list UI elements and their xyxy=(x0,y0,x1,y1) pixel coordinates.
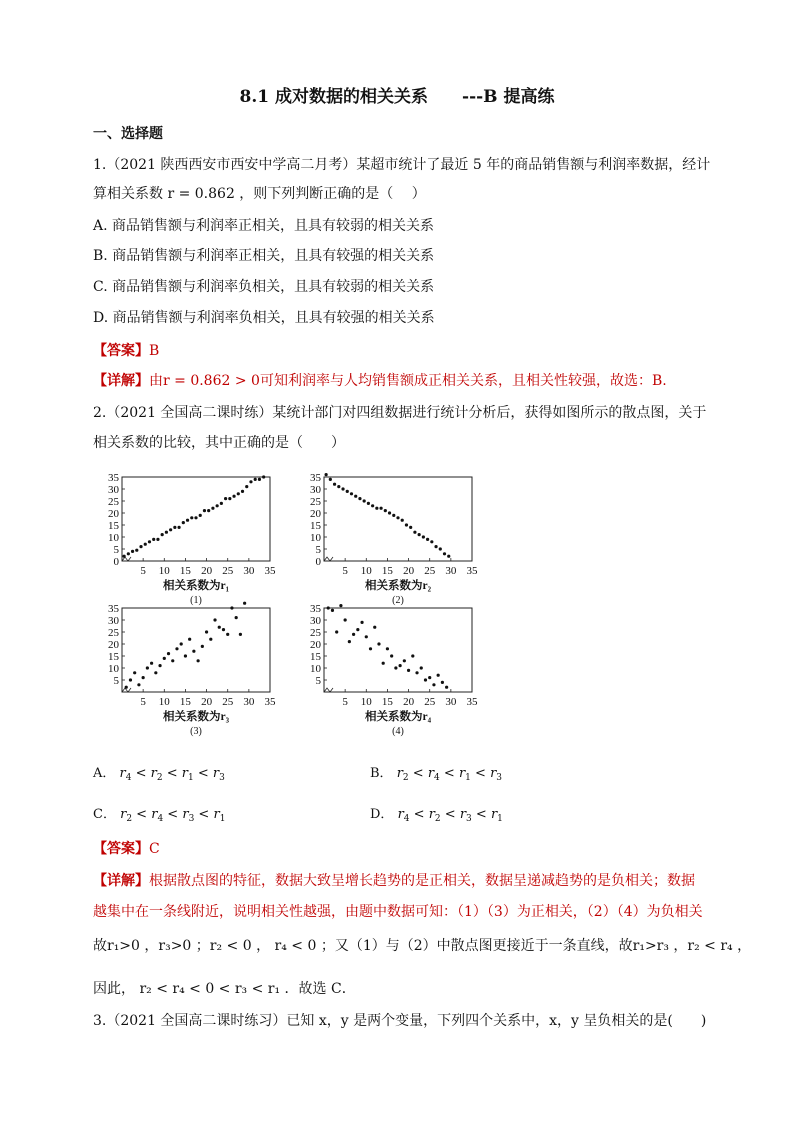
ineq-var: r xyxy=(490,766,497,781)
y-tick-label: 5 xyxy=(113,675,119,687)
q2-option-d xyxy=(370,803,503,824)
x-tick-label: 35 xyxy=(466,565,478,577)
data-point xyxy=(348,640,351,643)
data-point xyxy=(163,657,166,660)
ineq-sub: 2 xyxy=(434,814,441,824)
q2-option-b-letter: B． xyxy=(370,766,393,781)
data-point xyxy=(211,507,214,510)
data-point xyxy=(329,478,332,481)
q1-answer xyxy=(93,340,159,360)
q2-detail-line4: 因此， r₂ < r₄ < 0 < r₃ < r₁ ．故选 C． xyxy=(93,981,356,997)
y-tick-label: 20 xyxy=(108,508,119,520)
data-point xyxy=(401,519,404,522)
data-point xyxy=(158,664,161,667)
ineq-sub: 3 xyxy=(188,814,195,824)
plot-caption: (2) xyxy=(392,595,404,606)
ineq-op: < xyxy=(439,766,459,781)
data-point xyxy=(346,490,349,493)
y-tick-label: 35 xyxy=(108,472,119,484)
data-point xyxy=(365,635,368,638)
x-tick-label: 10 xyxy=(360,565,372,577)
data-point xyxy=(258,478,261,481)
section-heading: 一、选择题 xyxy=(93,126,163,142)
data-point xyxy=(350,492,353,495)
ineq-var: r xyxy=(490,807,498,822)
ineq-sub: 2 xyxy=(156,773,163,783)
title-suffix: ---B 提高练 xyxy=(462,87,555,107)
x-tick-label: 20 xyxy=(201,565,213,577)
y-tick-label: 20 xyxy=(108,639,119,651)
data-point xyxy=(209,638,212,641)
data-point xyxy=(125,686,128,689)
data-point xyxy=(137,683,140,686)
data-point xyxy=(367,502,370,505)
q2-option-a-letter: A． xyxy=(93,766,116,781)
data-point xyxy=(207,509,210,512)
data-point xyxy=(190,516,193,519)
y-tick-label: 30 xyxy=(310,484,321,496)
scatter-plot-4 xyxy=(300,603,480,738)
data-point xyxy=(331,609,334,612)
x-tick-label: 25 xyxy=(222,565,234,577)
x-tick-label: 5 xyxy=(342,565,348,577)
ineq-var: r xyxy=(428,807,435,822)
plot-caption: (1) xyxy=(190,595,202,606)
scatter-plot-3 xyxy=(98,603,278,738)
data-point xyxy=(373,626,376,629)
x-axis-label: 相关系数为r₃ xyxy=(162,711,230,723)
data-point xyxy=(411,654,414,657)
ineq-sub: 1 xyxy=(219,814,226,824)
y-tick-label: 35 xyxy=(108,603,119,615)
y-tick-label: 10 xyxy=(108,532,119,544)
data-point xyxy=(447,555,450,558)
data-point xyxy=(426,538,429,541)
data-point xyxy=(382,662,385,665)
y-tick-label: 0 xyxy=(315,556,321,568)
data-point xyxy=(379,507,382,510)
data-point xyxy=(235,616,238,619)
data-point xyxy=(216,504,219,507)
data-point xyxy=(439,547,442,550)
data-point xyxy=(344,618,347,621)
q2-detail-line1 xyxy=(93,870,695,890)
data-point xyxy=(386,647,389,650)
y-tick-label: 25 xyxy=(108,496,119,508)
data-point xyxy=(430,540,433,543)
data-point xyxy=(131,550,134,553)
y-tick-label: 15 xyxy=(310,520,321,532)
data-point xyxy=(144,543,147,546)
scatter-plot-2 xyxy=(300,472,480,607)
data-point xyxy=(148,540,151,543)
x-tick-label: 15 xyxy=(179,696,191,708)
q1-detail-text: 由r = 0.862 > 0可知利润率与人均销售额成正相关关系，且相关性较强，故选：B. xyxy=(149,373,667,389)
ineq-sub: 2 xyxy=(126,814,133,824)
data-point xyxy=(142,676,145,679)
y-tick-label: 5 xyxy=(315,544,321,556)
ineq-var: r xyxy=(427,766,435,781)
ineq-op: < xyxy=(471,807,491,822)
data-point xyxy=(360,621,363,624)
y-tick-label: 35 xyxy=(310,472,321,484)
q2-stem-line2: 相关系数的比较，其中正确的是（ ） xyxy=(93,435,345,451)
ineq-op: < xyxy=(193,766,213,781)
data-point xyxy=(199,514,202,517)
ineq-op: < xyxy=(162,766,182,781)
x-tick-label: 30 xyxy=(243,696,255,708)
data-point xyxy=(403,659,406,662)
data-point xyxy=(434,545,437,548)
x-tick-label: 15 xyxy=(381,565,393,577)
q1-stem-line2: 算相关系数 r = 0.862 ，则下列判断正确的是（ ） xyxy=(93,186,426,202)
data-point xyxy=(186,519,189,522)
data-point xyxy=(139,545,142,548)
y-tick-label: 25 xyxy=(310,627,321,639)
data-point xyxy=(392,514,395,517)
title-main: 8.1 成对数据的相关关系 xyxy=(239,87,429,107)
data-point xyxy=(161,533,164,536)
data-point xyxy=(224,497,227,500)
x-tick-label: 15 xyxy=(179,565,191,577)
q2-stem-line1: 2.（2021 全国高二课时练）某统计部门对四组数据进行统计分析后，获得如图所示的散点图，关于 xyxy=(93,405,707,421)
x-tick-label: 5 xyxy=(140,696,146,708)
data-point xyxy=(123,555,126,558)
data-point xyxy=(369,647,372,650)
data-point xyxy=(441,681,444,684)
data-point xyxy=(222,628,225,631)
q2-option-c-letter: C． xyxy=(93,807,116,822)
data-point xyxy=(384,509,387,512)
scatter-plot-1 xyxy=(98,472,278,607)
y-tick-label: 5 xyxy=(315,675,321,687)
data-point xyxy=(180,642,183,645)
data-point xyxy=(241,490,244,493)
data-point xyxy=(254,478,257,481)
data-point xyxy=(356,628,359,631)
ineq-var: r xyxy=(151,807,158,822)
q1-answer-label: 【答案】 xyxy=(93,343,149,359)
data-point xyxy=(418,533,421,536)
ineq-sub: 1 xyxy=(465,773,471,783)
ineq-op: < xyxy=(440,807,460,822)
plot-frame xyxy=(122,608,270,692)
ineq-op: < xyxy=(194,807,214,822)
ineq-var: r xyxy=(212,766,220,781)
y-tick-label: 5 xyxy=(113,544,119,556)
data-point xyxy=(371,504,374,507)
ineq-sub: 1 xyxy=(188,773,194,783)
q3-stem-line1: 3.（2021 全国高二课时练习）已知 x，y 是两个变量，下列四个关系中，x，y 呈负相关的是( ) xyxy=(93,1013,707,1029)
ineq-var: r xyxy=(458,766,466,781)
ineq-op: < xyxy=(409,807,429,822)
y-tick-label: 15 xyxy=(108,520,119,532)
data-point xyxy=(171,659,174,662)
q1-detail-label: 【详解】 xyxy=(93,373,149,389)
data-point xyxy=(192,650,195,653)
x-tick-label: 20 xyxy=(403,696,415,708)
axis-break-mark xyxy=(324,557,333,561)
q2-answer-value: C xyxy=(149,841,160,857)
ineq-var: r xyxy=(213,807,220,822)
data-point xyxy=(420,666,423,669)
data-point xyxy=(194,516,197,519)
q2-detail-label: 【详解】 xyxy=(93,873,149,889)
q2-detail-line3: 故r₁>0 ，r₃>0 ；r₂ < 0 ， r₄ < 0 ；又（1）与（2）中散点图更接近于一条直线，故r₁>r₃ ，r₂ < r₄ ， xyxy=(93,938,752,954)
data-point xyxy=(135,549,138,552)
data-point xyxy=(169,528,172,531)
x-tick-label: 20 xyxy=(201,696,213,708)
data-point xyxy=(413,531,416,534)
y-tick-label: 30 xyxy=(108,484,119,496)
data-point xyxy=(167,652,170,655)
data-point xyxy=(428,676,431,679)
data-point xyxy=(230,606,233,609)
data-point xyxy=(232,495,235,498)
x-tick-label: 10 xyxy=(158,696,170,708)
data-point xyxy=(146,666,149,669)
data-point xyxy=(354,495,357,498)
ineq-sub: 4 xyxy=(125,773,132,783)
y-tick-label: 35 xyxy=(310,603,321,615)
data-point xyxy=(243,602,246,605)
data-point xyxy=(337,485,340,488)
data-point xyxy=(127,552,130,555)
data-point xyxy=(432,683,435,686)
y-tick-label: 10 xyxy=(108,663,119,675)
q2-answer xyxy=(93,838,160,858)
q2-option-b xyxy=(370,762,502,783)
data-point xyxy=(394,666,397,669)
data-point xyxy=(197,659,200,662)
data-point xyxy=(445,686,448,689)
q1-stem-line1: 1.（2021 陕西西安市西安中学高二月考）某超市统计了最近 5 年的商品销售额与利润率数据，经计 xyxy=(93,157,711,173)
x-tick-label: 30 xyxy=(445,565,457,577)
x-tick-label: 25 xyxy=(424,565,436,577)
ineq-var: r xyxy=(459,807,467,822)
data-point xyxy=(228,497,231,500)
ineq-var: r xyxy=(181,766,188,781)
data-point xyxy=(407,669,410,672)
q2-option-d-letter: D． xyxy=(370,807,394,822)
data-point xyxy=(129,678,132,681)
data-point xyxy=(405,523,408,526)
data-point xyxy=(249,480,252,483)
data-point xyxy=(152,538,155,541)
x-tick-label: 30 xyxy=(243,565,255,577)
data-point xyxy=(245,485,248,488)
data-point xyxy=(390,654,393,657)
ineq-var: r xyxy=(182,807,189,822)
x-axis-label: 相关系数为r₂ xyxy=(364,580,432,592)
data-point xyxy=(333,483,336,486)
y-tick-label: 25 xyxy=(310,496,321,508)
ineq-op: < xyxy=(470,766,491,781)
q1-option-c: C. 商品销售额与利润率负相关，且具有较弱的相关关系 xyxy=(93,279,435,295)
data-point xyxy=(424,678,427,681)
data-point xyxy=(150,662,153,665)
ineq-var: r xyxy=(119,766,126,781)
y-tick-label: 15 xyxy=(108,651,119,663)
data-point xyxy=(175,647,178,650)
data-point xyxy=(262,475,265,478)
q2-detail-line2: 越集中在一条线附近，说明相关性越强，由题中数据可知：（1）（3）为正相关，（2）（4）为负相关 xyxy=(93,904,703,920)
q2-option-a xyxy=(93,762,225,783)
ineq-op: < xyxy=(131,766,151,781)
data-point xyxy=(156,538,159,541)
data-point xyxy=(352,633,355,636)
data-point xyxy=(177,526,180,529)
data-point xyxy=(205,630,208,633)
data-point xyxy=(399,664,402,667)
ineq-var: r xyxy=(120,807,127,822)
x-tick-label: 5 xyxy=(342,696,348,708)
x-tick-label: 25 xyxy=(424,696,436,708)
data-point xyxy=(375,507,378,510)
data-point xyxy=(327,606,330,609)
data-point xyxy=(325,473,328,476)
q1-option-a: A. 商品销售额与利润率正相关，且具有较弱的相关关系 xyxy=(93,218,435,234)
data-point xyxy=(154,671,157,674)
q2-detail-text-1: 根据散点图的特征，数据大致呈增长趋势的是正相关，数据呈递减趋势的是负相关；数据 xyxy=(149,873,695,889)
x-tick-label: 15 xyxy=(381,696,393,708)
data-point xyxy=(226,633,229,636)
y-tick-label: 25 xyxy=(108,627,119,639)
y-tick-label: 0 xyxy=(113,556,119,568)
data-point xyxy=(237,492,240,495)
x-tick-label: 10 xyxy=(360,696,372,708)
q1-answer-value: B xyxy=(149,343,160,359)
axis-break-mark xyxy=(324,688,333,692)
data-point xyxy=(213,618,216,621)
ineq-var: r xyxy=(396,766,403,781)
q2-answer-label: 【答案】 xyxy=(93,841,149,857)
data-point xyxy=(182,521,185,524)
x-tick-label: 35 xyxy=(466,696,478,708)
data-point xyxy=(341,487,344,490)
data-point xyxy=(184,654,187,657)
ineq-sub: 4 xyxy=(434,773,440,783)
data-point xyxy=(437,674,440,677)
data-point xyxy=(220,502,223,505)
y-tick-label: 10 xyxy=(310,532,321,544)
x-tick-label: 10 xyxy=(158,565,170,577)
ineq-op: < xyxy=(132,807,152,822)
data-point xyxy=(415,671,418,674)
data-point xyxy=(335,630,338,633)
data-point xyxy=(188,638,191,641)
y-tick-label: 15 xyxy=(310,651,321,663)
y-tick-label: 20 xyxy=(310,639,321,651)
ineq-var: r xyxy=(150,766,157,781)
data-point xyxy=(173,526,176,529)
ineq-sub: 3 xyxy=(219,773,225,783)
ineq-sub: 1 xyxy=(497,814,503,824)
data-point xyxy=(422,535,425,538)
plot-caption: (4) xyxy=(392,726,404,737)
data-point xyxy=(239,633,242,636)
y-tick-label: 30 xyxy=(310,615,321,627)
q1-detail xyxy=(93,370,667,390)
ineq-var: r xyxy=(397,807,404,822)
data-point xyxy=(203,509,206,512)
x-tick-label: 35 xyxy=(264,565,276,577)
data-point xyxy=(377,642,380,645)
y-tick-label: 20 xyxy=(310,508,321,520)
data-point xyxy=(409,526,412,529)
data-point xyxy=(363,499,366,502)
ineq-op: < xyxy=(163,807,183,822)
q1-option-b: B. 商品销售额与利润率正相关，且具有较强的相关关系 xyxy=(93,248,435,264)
data-point xyxy=(165,531,168,534)
ineq-op: < xyxy=(408,766,428,781)
x-tick-label: 20 xyxy=(403,565,415,577)
x-tick-label: 35 xyxy=(264,696,276,708)
data-point xyxy=(201,645,204,648)
page-title xyxy=(0,82,794,107)
q2-option-c xyxy=(93,803,225,824)
data-point xyxy=(358,497,361,500)
data-point xyxy=(218,626,221,629)
data-point xyxy=(133,671,136,674)
y-tick-label: 10 xyxy=(310,663,321,675)
x-tick-label: 25 xyxy=(222,696,234,708)
x-axis-label: 相关系数为r₁ xyxy=(162,580,230,592)
ineq-sub: 4 xyxy=(403,814,410,824)
ineq-sub: 3 xyxy=(496,773,503,783)
data-point xyxy=(388,511,391,514)
plot-caption: (3) xyxy=(190,726,202,737)
ineq-sub: 2 xyxy=(402,773,409,783)
ineq-sub: 3 xyxy=(466,814,472,824)
x-tick-label: 30 xyxy=(445,696,457,708)
data-point xyxy=(339,604,342,607)
q1-option-d: D. 商品销售额与利润率负相关，且具有较强的相关关系 xyxy=(93,310,435,326)
ineq-sub: 4 xyxy=(157,814,164,824)
data-point xyxy=(443,552,446,555)
x-axis-label: 相关系数为r₄ xyxy=(364,711,432,723)
data-point xyxy=(396,516,399,519)
y-tick-label: 30 xyxy=(108,615,119,627)
x-tick-label: 5 xyxy=(140,565,146,577)
